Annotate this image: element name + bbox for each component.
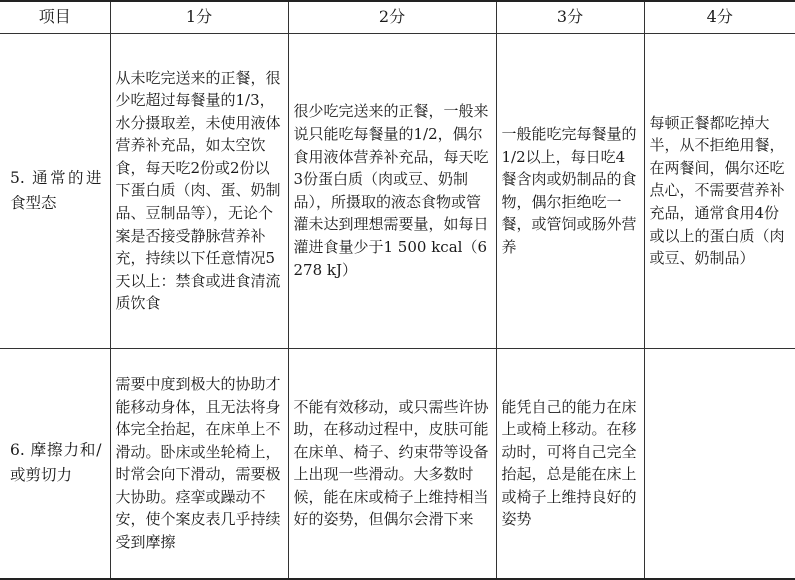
header-score-1: 1分	[110, 1, 288, 34]
header-score-4: 4分	[644, 1, 795, 34]
score-1-cell: 需要中度到极大的协助才能移动身体，且无法将身体完全抬起，在床单上不滑动。卧床或坐轮椅上，时常会向下滑动，需要极大协助。痉挛或躁动不安，使个案皮表几乎持续受到摩擦	[110, 348, 288, 579]
row-item-label: 5. 通常的进食型态	[0, 34, 110, 349]
row-item-label: 6. 摩擦力和/或剪切力	[0, 348, 110, 579]
score-1-cell: 从未吃完送来的正餐，很少吃超过每餐量的1/3，水分摄取差，未使用液体营养补充品，如太空饮食，每天吃2份或2份以下蛋白质（肉、蛋、奶制品、豆制品等），无论个案是否接受静脉营养补充，持续以下任意情况5天以上：禁食或进食清流质饮食	[110, 34, 288, 349]
score-3-cell: 能凭自己的能力在床上或椅上移动。在移动时，可将自己完全抬起，总是能在床上或椅子上维持良好的姿势	[496, 348, 644, 579]
header-score-2: 2分	[288, 1, 496, 34]
score-4-cell: 每顿正餐都吃掉大半，从不拒绝用餐，在两餐间，偶尔还吃点心，不需要营养补充品，通常食用4份或以上的蛋白质（肉或豆、奶制品）	[644, 34, 795, 349]
header-item: 项目	[0, 1, 110, 34]
table-row	[0, 34, 795, 349]
score-2-cell: 很少吃完送来的正餐，一般来说只能吃每餐量的1/2，偶尔食用液体营养补充品，每天吃3份蛋白质（肉或豆、奶制品），所摄取的液态食物或管灌未达到理想需要量，如每日灌进食量少于1 500 kcal（6 278 kJ）	[288, 34, 496, 349]
header-row	[0, 1, 795, 34]
table-row	[0, 348, 795, 579]
score-4-cell	[644, 348, 795, 579]
score-2-cell: 不能有效移动，或只需些许协助，在移动过程中，皮肤可能在床单、椅子、约束带等设备上出现一些滑动。大多数时候，能在床或椅子上维持相当好的姿势，但偶尔会滑下来	[288, 348, 496, 579]
score-3-cell: 一般能吃完每餐量的1/2以上，每日吃4餐含肉或奶制品的食物，偶尔拒绝吃一餐，或管饲或肠外营养	[496, 34, 644, 349]
header-score-3: 3分	[496, 1, 644, 34]
